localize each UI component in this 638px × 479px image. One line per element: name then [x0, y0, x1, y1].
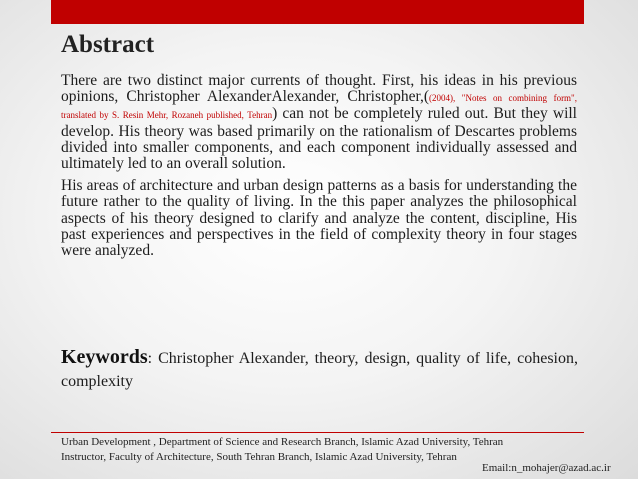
author-email: Email:n_mohajer@azad.ac.ir: [482, 462, 611, 474]
top-accent-bar: [51, 0, 584, 24]
citation-reference: (2004), "Notes on combining form", translated by S. Resin Mehr, Rozaneh published, Tehran: [61, 93, 577, 121]
footer-affiliations: [51, 432, 584, 465]
slide-title: Abstract: [61, 31, 155, 58]
abstract-paragraph-2: His areas of architecture and urban design patterns as a basis for understanding the future rather to the quality of living. In the this paper analyzes the philosophical aspects of his theory designed to clarify and analyze the content, discipline, His past experiences and perspectives in the field of complexity theory in four stages were analyzed.: [61, 177, 577, 260]
abstract-body: [61, 73, 577, 259]
paragraph-1-text-end: ) can not be completely ruled out. But they will develop. His theory was based primarily on the rationalism of Descartes problems divided into smaller components, and each component individually assessed and ultimately led to an overall solution.: [61, 105, 577, 173]
paragraph-1-text-start: There are two distinct major currents of thought. First, his ideas in his previous opinions, Christopher AlexanderAlexander, Christopher,(: [61, 72, 577, 106]
keywords-label: Keywords: [61, 346, 148, 368]
affiliation-line-1: Urban Development , Department of Science and Research Branch, Islamic Azad University, Tehran: [61, 436, 504, 448]
affiliation-line-2: Instructor, Faculty of Architecture, South Tehran Branch, Islamic Azad University, Tehran: [61, 451, 457, 463]
abstract-paragraph-1: [61, 73, 577, 172]
keywords-list: : Christopher Alexander, theory, design, quality of life, cohesion, complexity: [61, 350, 578, 390]
keywords-block: [61, 346, 578, 393]
